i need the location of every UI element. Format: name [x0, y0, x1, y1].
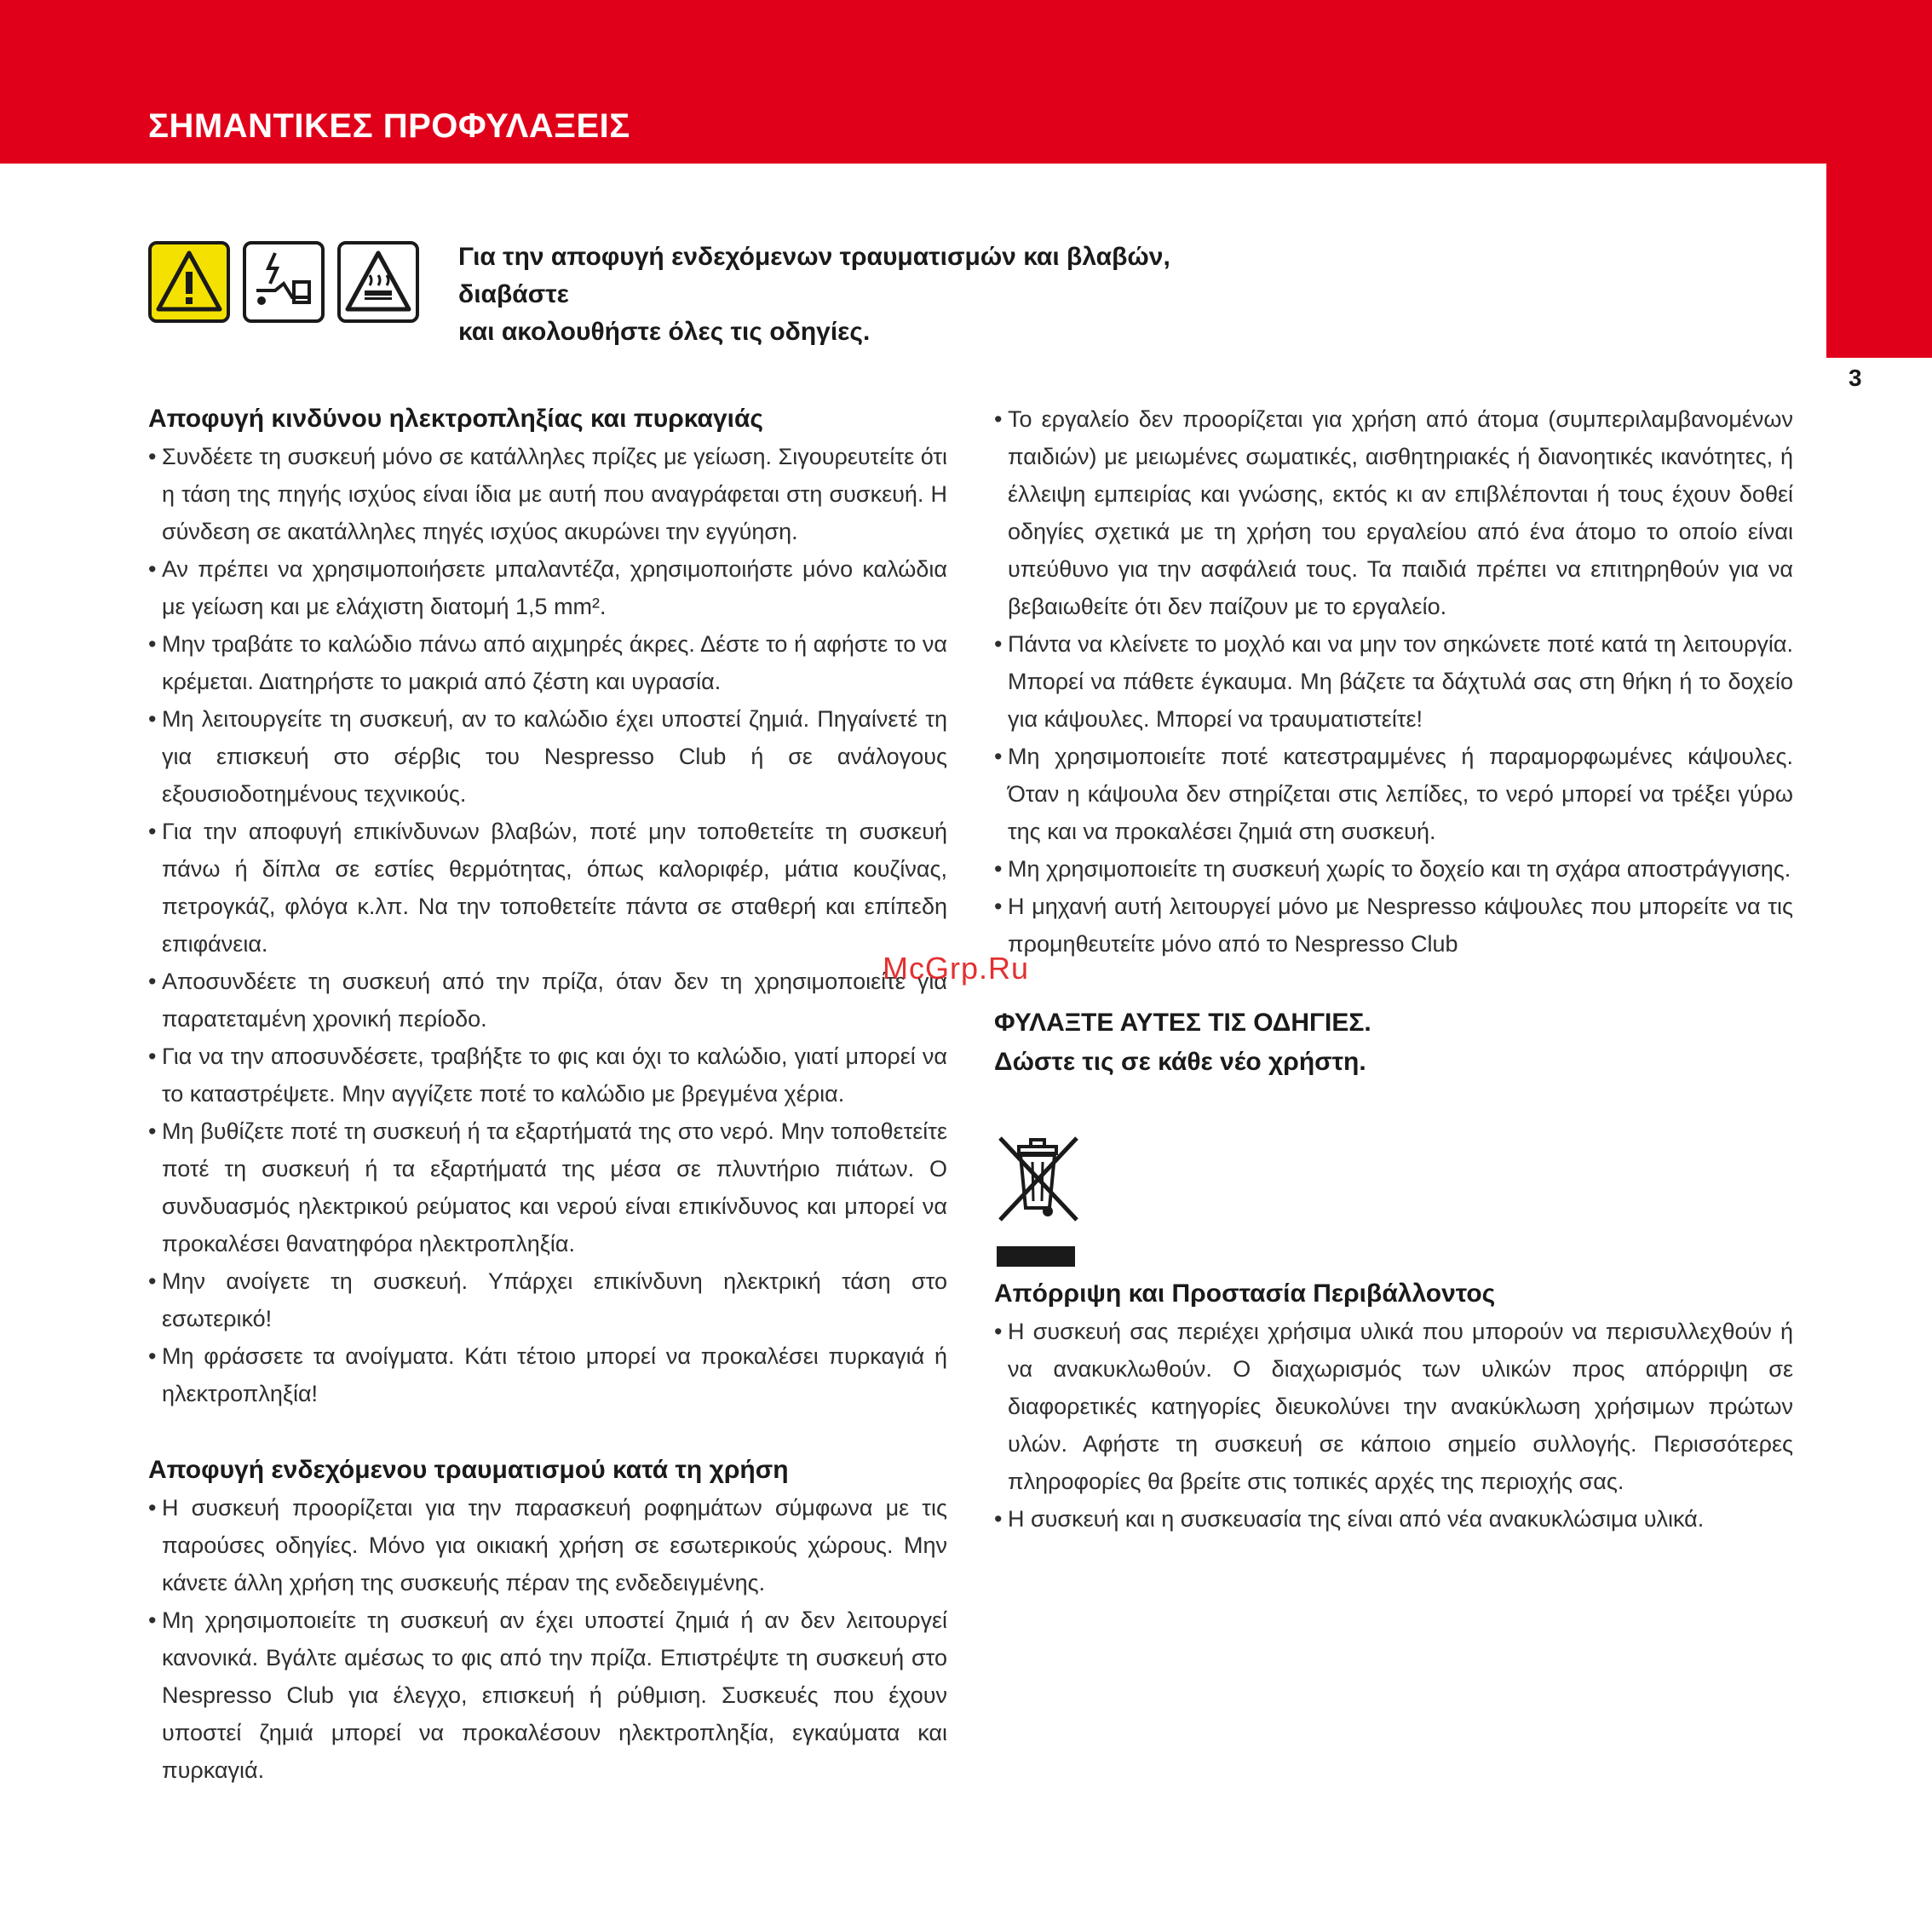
- section-heading-electric: Αποφυγή κινδύνου ηλεκτροπληξίας και πυρκαγιάς: [148, 405, 764, 433]
- list-item: • Η συσκευή και η συσκευασία της είναι από νέα ανακυκλώσιμα υλικά.: [994, 1500, 1793, 1538]
- list-item: • Αν πρέπει να χρησιμοποιήσετε μπαλαντέζα, χρησιμοποιήστε μόνο καλώδια με γείωση και με ελάχιστη διατομή 1,5 mm².: [148, 550, 947, 625]
- keep-instructions: [994, 1003, 1793, 1082]
- list-item: • Μη χρησιμοποιείτε τη συσκευή αν έχει υποστεί ζημιά ή αν δεν λειτουργεί κανονικά. Βγάλτε αμέσως το φις από την πρίζα. Επιστρέψτε τη συσκευή στο Nespresso Club για έλεγχο, επισκευή ή ρύθμιση. Συσκευές που έχουν υποστεί ζημιά μπορεί να προκαλέσουν ηλεκτροπληξία, εγκαύματα και πυρκαγιά.: [148, 1601, 947, 1789]
- list-item: • Η μηχανή αυτή λειτουργεί μόνο με Nespresso κάψουλες που μπορείτε να τις προμηθευτείτε μόνο από το Nespresso Club: [994, 888, 1793, 963]
- intro-line-1: Για την αποφυγή ενδεχόμενων τραυματισμών και βλαβών, διαβάστε: [458, 243, 1170, 308]
- list-item: • Αποσυνδέετε τη συσκευή από την πρίζα, όταν δεν τη χρησιμοποιείτε για παρατεταμένη χρονική περίοδο.: [148, 963, 947, 1038]
- disposal-list: [994, 1313, 1793, 1538]
- hazard-icons: [148, 241, 419, 323]
- list-item: • Μην τραβάτε το καλώδιο πάνω από αιχμηρές άκρες. Δέστε το ή αφήστε το να κρέμεται. Διατηρήστε το μακριά από ζέστη και υγρασία.: [148, 625, 947, 700]
- section-heading-injury: Αποφυγή ενδεχόμενου τραυματισμού κατά τη χρήση: [148, 1456, 789, 1484]
- page-number: 3: [1849, 365, 1862, 391]
- list-item: • Μη χρησιμοποιείτε τη συσκευή χωρίς το δοχείο και τη σχάρα αποστράγγισης.: [994, 850, 1793, 888]
- side-tab: [1826, 164, 1932, 358]
- electric-safety-list: [148, 438, 947, 1412]
- list-item: • Μη φράσσετε τα ανοίγματα. Κάτι τέτοιο μπορεί να προκαλέσει πυρκαγιά ή ηλεκτροπληξία!: [148, 1337, 947, 1412]
- list-item: • Μη χρησιμοποιείτε ποτέ κατεστραμμένες ή παραμορφωμένες κάψουλες. Όταν η κάψουλα δεν στηρίζεται στις λεπίδες, το νερό μπορεί να τρέξει γύρω της και να προκαλέσει ζημιά στη συσκευή.: [994, 738, 1793, 850]
- list-item: • Το εργαλείο δεν προορίζεται για χρήση από άτομα (συμπεριλαμβανομένων παιδιών) με μειωμένες σωματικές, αισθητηριακές ή διανοητικές ικανότητες, ή έλλειψη εμπειρίας και γνώσης, εκτός κι αν επιβλέπονται ή τους έχουν δοθεί οδηγίες σχετικά με τη χρήση του εργαλείου από ένα άτομο το οποίο είναι υπεύθυνο για την ασφάλειά τους. Τα παιδιά πρέπει να επιτηρηθούν για να βεβαιωθείτε ότι δεν παίζουν με το εργαλείο.: [994, 400, 1793, 625]
- list-item: • Μη λειτουργείτε τη συσκευή, αν το καλώδιο έχει υποστεί ζημιά. Πηγαίνετέ τη για επισκευή στο σέρβις του Nespresso Club ή σε ανάλογους εξουσιοδοτημένους τεχνικούς.: [148, 700, 947, 813]
- list-item: • Μη βυθίζετε ποτέ τη συσκευή ή τα εξαρτήματά της στο νερό. Μην τοποθετείτε ποτέ τη συσκευή ή τα εξαρτήματά της μέσα σε πλυντήριο πιάτων. Ο συνδυασμός ηλεκτρικού ρεύματος και νερού είναι επικίνδυνος και μπορεί να προκαλέσει θανατηφόρα ηλεκτροπληξία.: [148, 1113, 947, 1262]
- list-item: • Πάντα να κλείνετε το μοχλό και να μην τον σηκώνετε ποτέ κατά τη λειτουργία. Μπορεί να πάθετε έγκαυμα. Μη βάζετε τα δάχτυλά σας στη θήκη ή το δοχείο για κάψουλες. Μπορεί να τραυματιστείτε!: [994, 625, 1793, 738]
- list-item: • Η συσκευή προορίζεται για την παρασκευή ροφημάτων σύμφωνα με τις παρούσες οδηγίες. Μόνο για οικιακή χρήση σε εσωτερικούς χώρους. Μην κάνετε άλλη χρήση της συσκευής πέραν της ενδεδειγμένης.: [148, 1489, 947, 1601]
- list-item: • Μην ανοίγετε τη συσκευή. Υπάρχει επικίνδυνη ηλεκτρική τάση στο εσωτερικό!: [148, 1262, 947, 1337]
- list-item: • Για την αποφυγή επικίνδυνων βλαβών, ποτέ μην τοποθετείτε τη συσκευή πάνω ή δίπλα σε εστίες θερμότητας, όπως καλοριφέρ, μάτια κουζίνας, πετρογκάζ, φλόγα κ.λπ. Να την τοποθετείτε πάντα σε σταθερή και επίπεδη επιφάνεια.: [148, 813, 947, 963]
- watermark: McGrp.Ru: [883, 951, 1030, 986]
- list-item: • Για να την αποσυνδέσετε, τραβήξτε το φις και όχι το καλώδιο, γιατί μπορεί να το καταστρέψετε. Μην αγγίζετε ποτέ το καλώδιο με βρεγμένα χέρια.: [148, 1038, 947, 1113]
- weee-underline-bar: [997, 1246, 1075, 1267]
- section-heading-disposal: Απόρριψη και Προστασία Περιβάλλοντος: [994, 1279, 1496, 1308]
- warning-icon: [148, 241, 230, 323]
- intro-line-2: και ακολουθήστε όλες τις οδηγίες.: [458, 318, 871, 346]
- disposal-section: [994, 1275, 1793, 1538]
- left-column: [148, 400, 947, 1789]
- list-item: • Η συσκευή σας περιέχει χρήσιμα υλικά που μπορούν να περισυλλεχθούν ή να ανακυκλωθούν. Ο διαχωρισμός των υλικών προς απόρριψη σε διαφορετικές κατηγορίες διευκολύνει την ανακύκλωση χρήσιμων πρώτων υλών. Αφήστε τη συσκευή σε κάποιο σημείο συλλογής. Περισσότερες πληροφορίες θα βρείτε στις τοπικές αρχές της περιοχής σας.: [994, 1313, 1793, 1500]
- keep-instructions-line-2: Δώστε τις σε κάθε νέο χρήστη.: [994, 1048, 1366, 1076]
- weee-bin-icon: [997, 1135, 1793, 1267]
- page-title: ΣΗΜΑΝΤΙΚΕΣ ΠΡΟΦΥΛΑΞΕΙΣ: [148, 107, 630, 145]
- hot-surface-icon: [337, 241, 419, 323]
- usage-safety-list: [994, 400, 1793, 963]
- list-item: • Συνδέετε τη συσκευή μόνο σε κατάλληλες πρίζες με γείωση. Σιγουρευτείτε ότι η τάση της πηγής ισχύος είναι ίδια με αυτή που αναγράφεται στη συσκευή. Η σύνδεση σε ακατάλληλες πηγές ισχύος ακυρώνει την εγγύηση.: [148, 438, 947, 550]
- intro-text: [458, 239, 1225, 351]
- keep-instructions-line-1: ΦΥΛΑΞΤΕ ΑΥΤΕΣ ΤΙΣ ΟΔΗΓΙΕΣ.: [994, 1009, 1371, 1037]
- electric-shock-icon: [243, 241, 325, 323]
- right-column: [994, 400, 1793, 1538]
- injury-safety-list: [148, 1489, 947, 1789]
